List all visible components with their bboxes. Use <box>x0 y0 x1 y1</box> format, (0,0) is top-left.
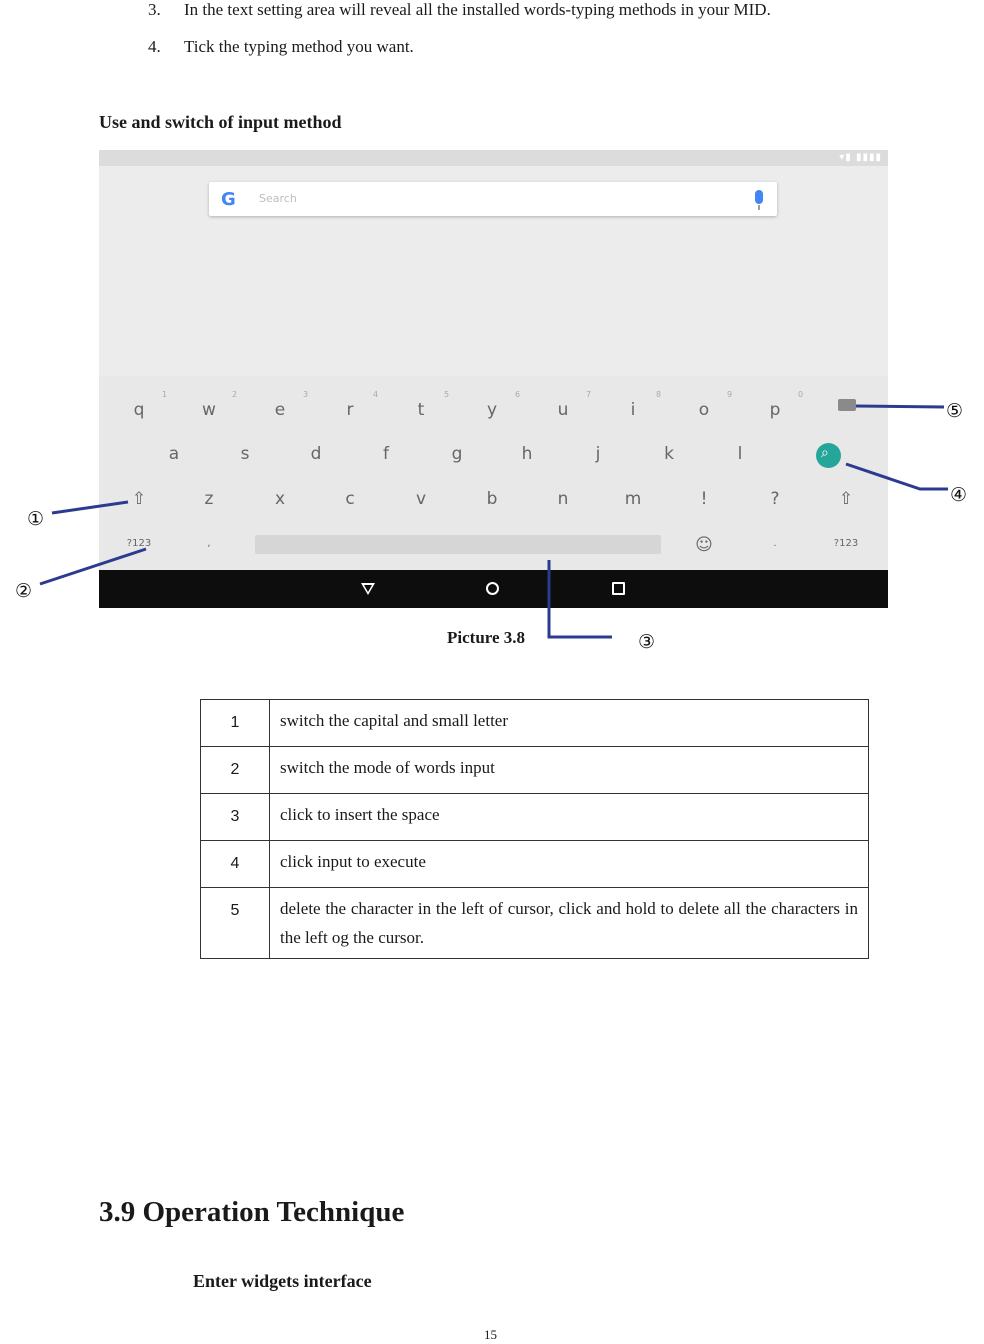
key-x[interactable]: x <box>274 489 286 509</box>
row-number: 1 <box>201 700 270 747</box>
key-t[interactable]: t <box>417 400 425 420</box>
subheading: Use and switch of input method <box>99 112 342 132</box>
row-description: switch the mode of words input <box>270 747 869 794</box>
callout-line-1 <box>52 502 128 513</box>
search-icon: ⌕ <box>821 445 829 461</box>
key-hint: 2 <box>232 390 238 399</box>
key-a[interactable]: a <box>168 444 180 464</box>
key-i[interactable]: i <box>630 400 636 420</box>
callout-4: ④ <box>950 484 968 506</box>
callout-3: ③ <box>638 631 656 653</box>
table-row <box>201 700 869 747</box>
callout-5: ⑤ <box>946 400 964 422</box>
key-hint: 3 <box>303 390 309 399</box>
key-k[interactable]: k <box>664 444 674 464</box>
key-e[interactable]: e <box>274 400 286 420</box>
key-z[interactable]: z <box>204 489 214 509</box>
key-hint: 5 <box>444 390 450 399</box>
search-placeholder: Search <box>259 192 297 205</box>
table-row <box>201 888 869 959</box>
row-number: 3 <box>201 794 270 841</box>
row-number: 5 <box>201 888 270 959</box>
key-question[interactable]: ? <box>770 489 780 509</box>
key-d[interactable]: d <box>310 444 322 464</box>
key-c[interactable]: c <box>345 489 355 509</box>
key-s[interactable]: s <box>240 444 250 464</box>
table-row <box>201 841 869 888</box>
key-q[interactable]: q <box>133 400 145 420</box>
key-y[interactable]: y <box>486 400 498 420</box>
step-text: Tick the typing method you want. <box>184 37 414 56</box>
legend-table <box>200 699 869 959</box>
key-f[interactable]: f <box>383 444 389 464</box>
key-v[interactable]: v <box>415 489 427 509</box>
status-icons: ▾▮ ▮▮▮▮ <box>839 152 882 163</box>
row-description: switch the capital and small letter <box>270 700 869 747</box>
key-hint: 9 <box>727 390 733 399</box>
key-l[interactable]: l <box>737 444 743 464</box>
key-hint: 7 <box>586 390 592 399</box>
key-r[interactable]: r <box>346 400 354 420</box>
shift-key-left[interactable]: ⇧ <box>131 489 147 509</box>
page-number: 15 <box>484 1327 497 1342</box>
row-number: 2 <box>201 747 270 794</box>
symbols-key-left[interactable]: ?123 <box>126 538 152 549</box>
google-icon: G <box>221 189 236 210</box>
key-m[interactable]: m <box>624 489 642 509</box>
key-u[interactable]: u <box>557 400 569 420</box>
subsection-title: Enter widgets interface <box>193 1271 372 1291</box>
key-exclamation[interactable]: ! <box>700 489 708 509</box>
row-description: click input to execute <box>270 841 869 888</box>
callout-2: ② <box>15 580 33 602</box>
key-n[interactable]: n <box>557 489 569 509</box>
key-h[interactable]: h <box>521 444 533 464</box>
emoji-key[interactable]: ☺ <box>695 535 713 555</box>
key-b[interactable]: b <box>486 489 498 509</box>
symbols-key-right[interactable]: ?123 <box>833 538 859 549</box>
shift-key-right[interactable]: ⇧ <box>838 489 854 509</box>
step-number: 3. <box>148 0 161 19</box>
comma-key[interactable]: , <box>207 538 211 549</box>
step-text: In the text setting area will reveal all the installed words-typing methods in your MID. <box>184 0 771 19</box>
key-w[interactable]: w <box>202 400 216 420</box>
key-g[interactable]: g <box>451 444 463 464</box>
callout-line-2 <box>40 549 146 584</box>
step-number: 4. <box>148 37 161 56</box>
table-row <box>201 794 869 841</box>
callout-line-5 <box>856 406 944 407</box>
row-description: click to insert the space <box>270 794 869 841</box>
key-hint: 0 <box>798 390 804 399</box>
callout-1: ① <box>27 508 45 530</box>
table-row <box>201 747 869 794</box>
key-j[interactable]: j <box>595 444 601 464</box>
row-number: 4 <box>201 841 270 888</box>
key-hint: 1 <box>162 390 168 399</box>
period-key[interactable]: . <box>773 538 777 549</box>
key-hint: 8 <box>656 390 662 399</box>
callout-line-4 <box>846 464 948 489</box>
figure-caption: Picture 3.8 <box>447 628 526 647</box>
row-description: delete the character in the left of cursor, click and hold to delete all the characters in the left og the cursor. <box>270 888 869 959</box>
key-o[interactable]: o <box>698 400 710 420</box>
key-p[interactable]: p <box>769 400 781 420</box>
section-title: 3.9 Operation Technique <box>99 1196 405 1228</box>
callout-line-3 <box>549 560 612 637</box>
key-hint: 4 <box>373 390 379 399</box>
key-hint: 6 <box>515 390 521 399</box>
